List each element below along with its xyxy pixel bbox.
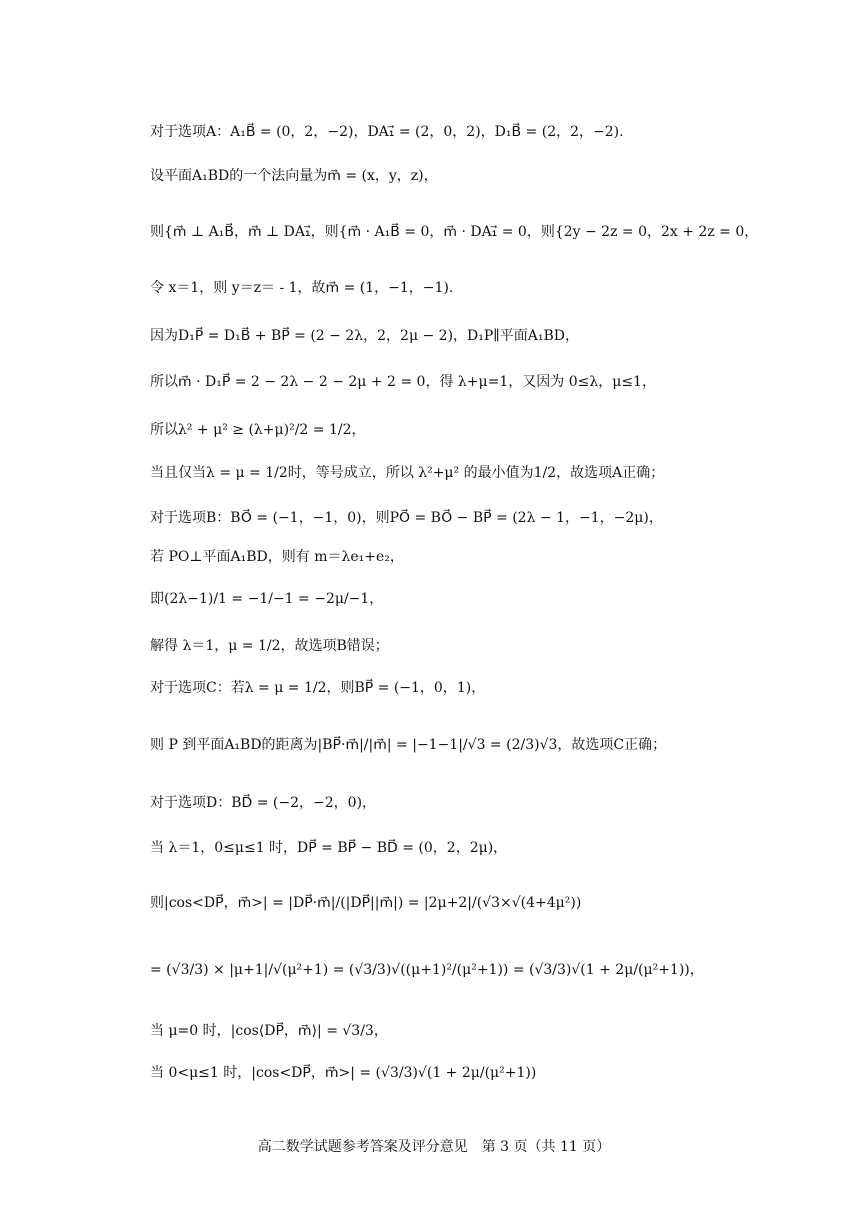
- solution-line-option-a-conclusion: 当且仅当λ = μ = 1/2时，等号成立，所以 λ²+μ² 的最小值为1/2，故选项A正确；: [150, 465, 665, 481]
- solution-line-option-b-conclusion: 解得 λ＝1，μ = 1/2，故选项B错误；: [150, 638, 389, 654]
- solution-line-lambda-mu-sum: 所以m⃗ · D₁P⃗ = 2 − 2λ − 2 − 2μ + 2 = 0，得 λ+μ=1，又因为 0≤λ，μ≤1，: [150, 374, 656, 390]
- solution-line-equation-system: 则{m⃗ ⊥ A₁B⃗，m⃗ ⊥ DA₁⃗，则{m⃗ · A₁B⃗ = 0，m⃗ · DA₁⃗ = 0，则{2y − 2z = 0，2x + 2z = 0，: [150, 224, 759, 240]
- solution-line-option-b-vectors: 对于选项B：BO⃗ = (−1，−1，0)，则PO⃗ = BO⃗ − BP⃗ = (2λ − 1，−1，−2μ)，: [150, 510, 663, 526]
- solution-line-normal-vector: 设平面A₁BD的一个法向量为m⃗ = (x，y，z)，: [150, 168, 438, 184]
- solution-line-option-d-vector: 对于选项D：BD⃗ = (−2，−2，0)，: [150, 795, 377, 811]
- solution-line-perpendicular-condition: 若 PO⊥平面A₁BD，则有 m＝λe₁+e₂，: [150, 549, 404, 565]
- solution-line-option-c-distance: 则 P 到平面A₁BD的距离为|BP⃗·m⃗|/|m⃗| = |−1−1|/√3 = (2/3)√3，故选项C正确；: [150, 737, 667, 753]
- solution-line-mu-zero-case: 当 μ=0 时，|cos⟨DP⃗，m⃗⟩| = √3/3，: [150, 1023, 388, 1039]
- solution-line-option-a-vectors: 对于选项A：A₁B⃗ = (0，2，−2)，DA₁⃗ = (2，0，2)，D₁B⃗ = (2，2，−2).: [150, 124, 624, 140]
- solution-line-ratio: 即(2λ−1)/1 = −1/−1 = −2μ/−1，: [150, 591, 384, 607]
- solution-line-option-c-vector: 对于选项C：若λ = μ = 1/2，则BP⃗ = (−1，0，1)，: [150, 680, 486, 696]
- solution-line-cosine-formula: 则|cos<DP⃗，m⃗>| = |DP⃗·m⃗|/(|DP⃗||m⃗|) = |2μ+2|/(√3×√(4+4μ²)): [150, 895, 582, 911]
- solution-line-d1p-vector: 因为D₁P⃗ = D₁B⃗ + BP⃗ = (2 − 2λ，2，2μ − 2)，D₁P∥平面A₁BD，: [150, 328, 579, 344]
- page-footer: 高二数学试题参考答案及评分意见 第 3 页（共 11 页）: [257, 1139, 611, 1155]
- solution-line-normal-value: 令 x＝1，则 y＝z＝ - 1，故m⃗ = (1，−1，−1).: [150, 280, 454, 296]
- solution-line-inequality: 所以λ² + μ² ≥ (λ+μ)²/2 = 1/2，: [150, 422, 366, 438]
- solution-line-cosine-simplified: = (√3/3) × |μ+1|/√(μ²+1) = (√3/3)√((μ+1)²/(μ²+1)) = (√3/3)√(1 + 2μ/(μ²+1))，: [150, 962, 704, 978]
- solution-line-mu-positive-case: 当 0<μ≤1 时，|cos<DP⃗，m⃗>| = (√3/3)√(1 + 2μ/(μ²+1)): [150, 1065, 537, 1081]
- solution-line-dp-vector: 当 λ＝1，0≤μ≤1 时，DP⃗ = BP⃗ − BD⃗ = (0，2，2μ)，: [150, 840, 508, 856]
